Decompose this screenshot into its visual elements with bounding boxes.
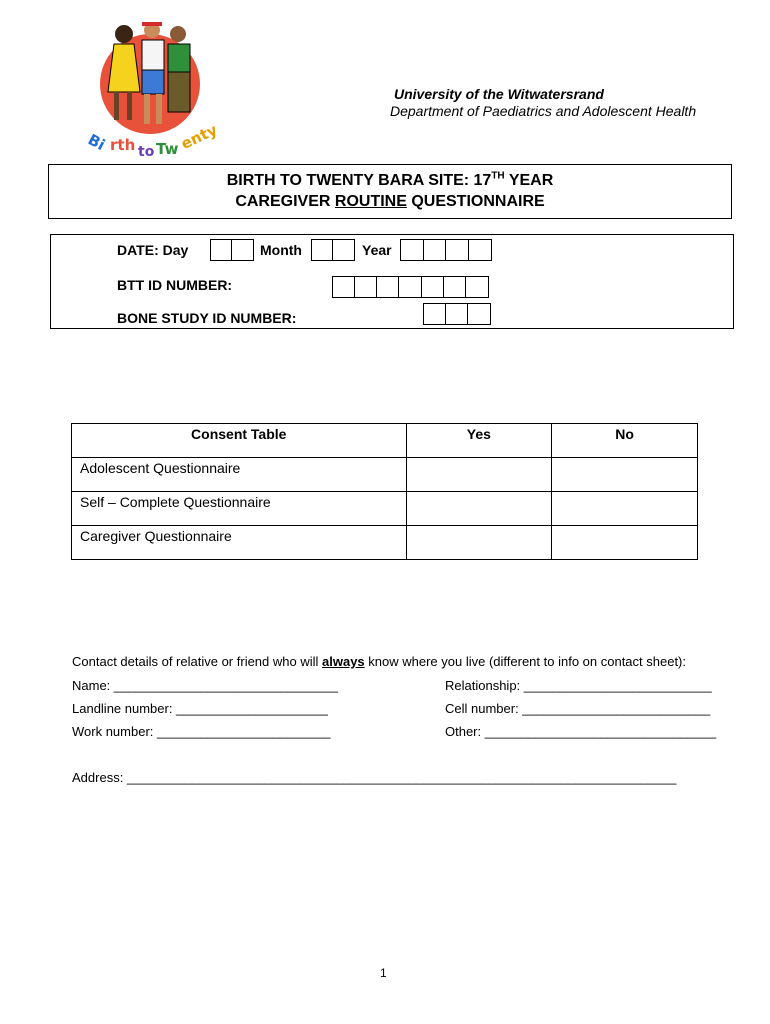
bone-study-id-input-boxes[interactable] — [423, 303, 491, 325]
contact-intro: Contact details of relative or friend who will always know where you live (different to info on contact sheet): — [72, 654, 686, 669]
title-line-2: CAREGIVER ROUTINE QUESTIONNAIRE — [235, 193, 545, 210]
landline-field[interactable]: Landline number: _____________________ — [72, 701, 328, 716]
svg-text:Tw: Tw — [156, 140, 179, 158]
svg-text:rth: rth — [110, 136, 136, 154]
title-box — [48, 164, 732, 219]
other-field[interactable]: Other: ________________________________ — [445, 724, 717, 739]
no-column-header: No — [552, 424, 698, 458]
svg-text:Bi: Bi — [86, 130, 109, 155]
consent-header-row — [72, 424, 698, 458]
institution-header — [390, 86, 696, 120]
university-name: University of the Witwatersrand — [394, 86, 604, 102]
row-label-adolescent: Adolescent Questionnaire — [72, 458, 407, 492]
date-day-label: DATE: Day — [117, 242, 189, 258]
row-label-caregiver: Caregiver Questionnaire — [72, 526, 407, 560]
name-field[interactable]: Name: _______________________________ — [72, 678, 339, 693]
work-number-field[interactable]: Work number: ________________________ — [72, 724, 331, 739]
btt-id-input-boxes[interactable] — [332, 276, 489, 298]
day-input-boxes[interactable] — [210, 239, 254, 261]
yes-cell-adolescent[interactable] — [406, 458, 552, 492]
birth-to-twenty-logo — [86, 14, 226, 164]
svg-text:enty: enty — [178, 120, 221, 153]
year-label: Year — [362, 242, 392, 258]
row-label-self-complete: Self – Complete Questionnaire — [72, 492, 407, 526]
table-row — [72, 492, 698, 526]
page-number: 1 — [380, 966, 387, 980]
month-input-boxes[interactable] — [311, 239, 355, 261]
yes-cell-caregiver[interactable] — [406, 526, 552, 560]
no-cell-self-complete[interactable] — [552, 492, 698, 526]
address-field[interactable]: Address: ____________________________________________________________________________ — [72, 770, 677, 785]
department-name: Department of Paediatrics and Adolescent Health — [390, 103, 697, 119]
table-row — [72, 526, 698, 560]
title-line-1: BIRTH TO TWENTY BARA SITE: 17TH YEAR — [226, 170, 554, 189]
consent-table-header: Consent Table — [72, 424, 407, 458]
cell-field[interactable]: Cell number: __________________________ — [445, 701, 711, 716]
no-cell-caregiver[interactable] — [552, 526, 698, 560]
relationship-field[interactable]: Relationship: __________________________ — [445, 678, 712, 693]
no-cell-adolescent[interactable] — [552, 458, 698, 492]
table-row — [72, 458, 698, 492]
consent-table — [71, 423, 698, 560]
yes-column-header: Yes — [406, 424, 552, 458]
year-input-boxes[interactable] — [400, 239, 492, 261]
yes-cell-self-complete[interactable] — [406, 492, 552, 526]
svg-text:to: to — [138, 144, 155, 160]
month-label: Month — [260, 242, 302, 258]
btt-id-label: BTT ID NUMBER: — [117, 277, 233, 293]
bone-study-id-label: BONE STUDY ID NUMBER: — [117, 310, 297, 326]
